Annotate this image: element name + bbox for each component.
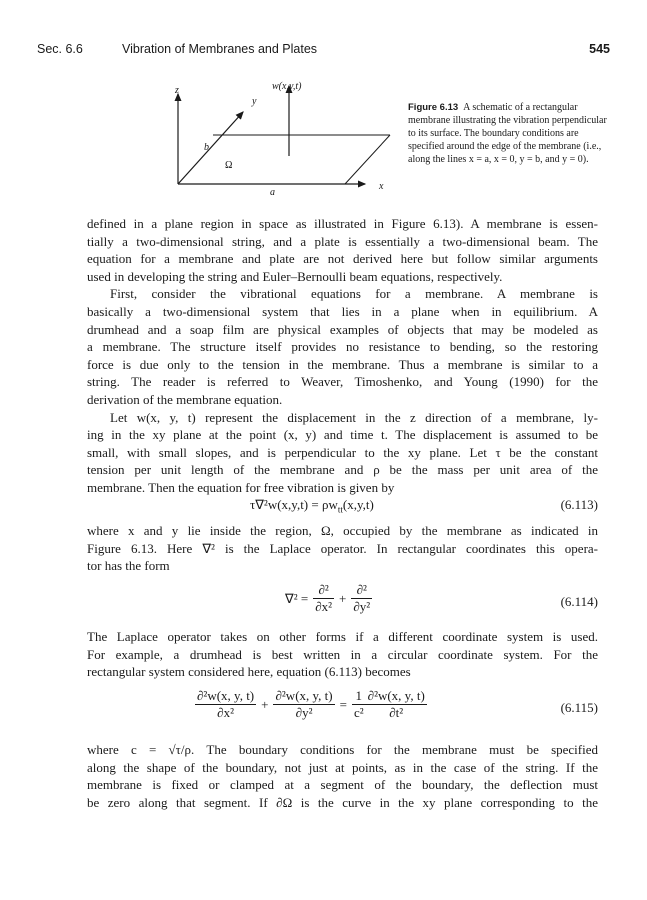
y-label: y bbox=[252, 96, 257, 107]
section-title: Vibration of Membranes and Plates bbox=[122, 42, 318, 56]
text-line: First, consider the vibrational equations for a membrane. A membrane is bbox=[110, 286, 598, 302]
text-line: a membrane. The structure itself provides no resistance to bending, so the restoring bbox=[87, 339, 598, 355]
section-number: Sec. 6.6 bbox=[37, 42, 83, 56]
paragraph-displacement bbox=[87, 409, 598, 497]
fraction-denominator: c² bbox=[353, 705, 364, 720]
eq-114-frac-x bbox=[313, 582, 334, 615]
fraction-numerator: ∂²w(x, y, t) bbox=[367, 688, 425, 703]
caption-text: A schematic of a rectangular membrane illustrating the vibration perpendicular to its surface. The boundary conditions are specified around the edge of the membrane (i.e., along the lines x = a, x = 0, y = b, and y = 0). bbox=[408, 102, 607, 165]
eq-115-frac-2 bbox=[273, 688, 334, 721]
text-line: defined in a plane region in space as illustrated in Figure 6.13). A membrane is essen- bbox=[87, 216, 598, 231]
fraction-numerator: ∂² bbox=[351, 582, 372, 599]
equation-6-115 bbox=[195, 688, 427, 721]
equation-6-113 bbox=[250, 497, 374, 515]
text-line: Let w(x, y, t) represent the displacement in the z direction of a membrane, ly- bbox=[110, 409, 598, 425]
text-line: Figure 6.13. Here ∇² is the Laplace operator. In rectangular coordinates this opera- bbox=[87, 540, 598, 556]
text-line: where c = √τ/ρ. The boundary conditions for the membrane must be specified bbox=[87, 742, 598, 757]
paragraph-region bbox=[87, 522, 598, 575]
page-number: 545 bbox=[589, 42, 610, 56]
eq-113-rhs: (x,y,t) bbox=[342, 497, 374, 512]
text-line: used in developing the string and Euler–Bernoulli beam equations, respectively. bbox=[87, 268, 503, 284]
paragraph-boundary bbox=[87, 741, 598, 811]
text-line: where x and y lie inside the region, Ω, occupied by the membrane as indicated in bbox=[87, 523, 598, 538]
text-line: rectangular system considered here, equation (6.113) becomes bbox=[87, 664, 411, 680]
text-line: be zero along that segment. If ∂Ω is the curve in the xy plane corresponding to the bbox=[87, 794, 598, 810]
eq-115-frac-4 bbox=[366, 688, 427, 721]
text-line: force is due only to the tension in the membrane. Thus a membrane is similar to a bbox=[87, 356, 598, 372]
eq-113-subscript: tt bbox=[337, 504, 343, 515]
text-line: tially a two-dimensional string, and a plate is essentially a two-dimensional beam. The bbox=[87, 233, 598, 249]
text-line: string. The reader is referred to Weaver, Timoshenko, and Young (1990) for the bbox=[87, 374, 598, 390]
fraction-numerator: 1 bbox=[352, 688, 366, 705]
fraction-denominator: ∂y² bbox=[353, 599, 371, 614]
a-label: a bbox=[270, 187, 275, 198]
paragraph-laplace bbox=[87, 628, 598, 681]
text-line: equation for a membrane and plate are not derived here but follow similar arguments bbox=[87, 251, 598, 267]
text-line: basically a two-dimensional system that lies in a plane when in equilibrium. A bbox=[87, 303, 598, 319]
running-head bbox=[37, 42, 610, 62]
omega-label: Ω bbox=[225, 160, 233, 171]
text-line: along the shape of the boundary, not just at points, as in the case of the string. If the bbox=[87, 759, 598, 775]
fraction-denominator: ∂x² bbox=[217, 705, 234, 720]
fraction-denominator: ∂t² bbox=[389, 705, 404, 720]
fraction-numerator: ∂²w(x, y, t) bbox=[275, 688, 333, 703]
membrane-right-edge bbox=[345, 135, 390, 184]
caption-label: Figure 6.13 bbox=[408, 102, 459, 113]
membrane-schematic bbox=[165, 80, 400, 202]
eq-114-lhs: ∇² = bbox=[285, 590, 309, 606]
paragraph-membrane bbox=[87, 285, 598, 408]
equation-number-6-115: (6.115) bbox=[560, 700, 598, 715]
text-line: For example, a drumhead is best written in a circular coordinate system. For the bbox=[87, 646, 598, 662]
plus-sign: + bbox=[261, 696, 269, 712]
x-label: x bbox=[379, 181, 384, 192]
paragraph-intro bbox=[87, 215, 598, 285]
w-label: w(x,y,t) bbox=[272, 81, 302, 92]
plus-sign: + bbox=[339, 590, 347, 606]
text-line: small, with small slopes, and is perpendicular to the xy plane. Let τ be the constant bbox=[87, 444, 598, 460]
eq-115-frac-3 bbox=[352, 688, 366, 721]
text-line: tor has the form bbox=[87, 558, 170, 574]
text-line: ing in the xy plane at the point (x, y) and time t. The displacement is assumed to be bbox=[87, 427, 598, 443]
equals-sign: = bbox=[339, 696, 347, 712]
text-line: membrane is fixed or clamped at a segment of the boundary, the deflection must bbox=[87, 777, 598, 793]
y-axis bbox=[178, 112, 243, 184]
fraction-numerator: ∂²w(x, y, t) bbox=[197, 688, 255, 703]
eq-115-frac-1 bbox=[195, 688, 256, 721]
fraction-denominator: ∂y² bbox=[295, 705, 313, 720]
equation-number-6-113: (6.113) bbox=[560, 497, 598, 512]
text-line: drumhead and a soap film are physical examples of objects that may be modeled as bbox=[87, 321, 598, 337]
eq-113-lhs: τ∇²w(x,y,t) = ρw bbox=[250, 497, 338, 512]
z-label: z bbox=[175, 85, 179, 96]
equation-number-6-114: (6.114) bbox=[560, 594, 598, 609]
fraction-denominator: ∂x² bbox=[315, 599, 333, 614]
fraction-numerator: ∂² bbox=[313, 582, 334, 599]
equation-6-114 bbox=[285, 582, 372, 615]
eq-114-frac-y bbox=[351, 582, 372, 615]
text-line: derivation of the membrane equation. bbox=[87, 391, 283, 407]
text-line: membrane. Then the equation for free vibration is given by bbox=[87, 479, 395, 495]
text-line: tension per unit length of the membrane and ρ be the mass per unit area of the bbox=[87, 462, 598, 478]
b-label: b bbox=[204, 142, 209, 153]
text-line: The Laplace operator takes on other forms if a different coordinate system is used. bbox=[87, 629, 598, 644]
figure-caption bbox=[408, 102, 608, 167]
